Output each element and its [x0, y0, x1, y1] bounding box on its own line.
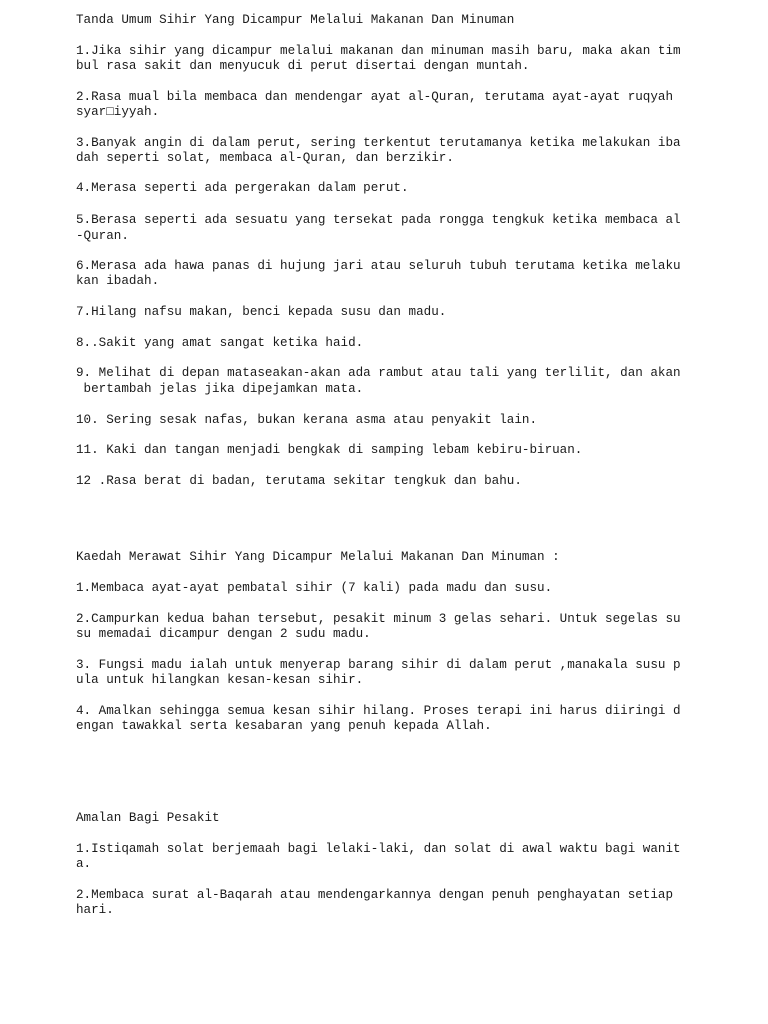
list-item-line: -Quran.: [76, 229, 129, 243]
list-item-line: a.: [76, 857, 92, 871]
list-item-line: 7.Hilang nafsu makan, benci kepada susu dan madu.: [76, 305, 447, 319]
list-item-line: 3.Banyak angin di dalam perut, sering terkentut terutamanya ketika melakukan iba: [76, 136, 681, 150]
list-item-line: 8..Sakit yang amat sangat ketika haid.: [76, 336, 364, 350]
section-heading-kaedah-merawat: Kaedah Merawat Sihir Yang Dicampur Melalui Makanan Dan Minuman :: [76, 550, 560, 564]
list-item-line: 2.Membaca surat al-Baqarah atau mendengarkannya dengan penuh penghayatan setiap: [76, 888, 674, 902]
list-item-line: kan ibadah.: [76, 274, 160, 288]
list-item-line: dah seperti solat, membaca al-Quran, dan berzikir.: [76, 151, 454, 165]
list-item-line: ula untuk hilangkan kesan-kesan sihir.: [76, 673, 364, 687]
list-item-line: 1.Jika sihir yang dicampur melalui makanan dan minuman masih baru, maka akan tim: [76, 44, 681, 58]
list-item-line: engan tawakkal serta kesabaran yang penuh kepada Allah.: [76, 719, 492, 733]
list-item-line: 1.Membaca ayat-ayat pembatal sihir (7 kali) pada madu dan susu.: [76, 581, 553, 595]
list-item-line: bul rasa sakit dan menyucuk di perut disertai dengan muntah.: [76, 59, 530, 73]
list-item-line: 5.Berasa seperti ada sesuatu yang tersekat pada rongga tengkuk ketika membaca al: [76, 213, 681, 227]
list-item-line: syar□iyyah.: [76, 105, 160, 119]
list-item-line: 10. Sering sesak nafas, bukan kerana asma atau penyakit lain.: [76, 413, 538, 427]
section-heading-amalan-bagi-pesakit: Amalan Bagi Pesakit: [76, 811, 220, 825]
list-item-line: 3. Fungsi madu ialah untuk menyerap barang sihir di dalam perut ,manakala susu p: [76, 658, 681, 672]
list-item-line: bertambah jelas jika dipejamkan mata.: [76, 382, 364, 396]
list-item-line: 12 .Rasa berat di badan, terutama sekitar tengkuk dan bahu.: [76, 474, 522, 488]
list-item-line: 2.Rasa mual bila membaca dan mendengar ayat al-Quran, terutama ayat-ayat ruqyah: [76, 90, 674, 104]
section-heading-tanda-umum: Tanda Umum Sihir Yang Dicampur Melalui Makanan Dan Minuman: [76, 13, 515, 27]
list-item-line: hari.: [76, 903, 114, 917]
list-item-line: 2.Campurkan kedua bahan tersebut, pesakit minum 3 gelas sehari. Untuk segelas su: [76, 612, 681, 626]
list-item-line: 4. Amalkan sehingga semua kesan sihir hilang. Proses terapi ini harus diiringi d: [76, 704, 681, 718]
list-item-line: su memadai dicampur dengan 2 sudu madu.: [76, 627, 371, 641]
list-item-line: 6.Merasa ada hawa panas di hujung jari atau seluruh tubuh terutama ketika melaku: [76, 259, 681, 273]
list-item-line: 9. Melihat di depan mataseakan-akan ada rambut atau tali yang terlilit, dan akan: [76, 366, 681, 380]
list-item-line: 4.Merasa seperti ada pergerakan dalam perut.: [76, 181, 409, 195]
list-item-line: 1.Istiqamah solat berjemaah bagi lelaki-laki, dan solat di awal waktu bagi wanit: [76, 842, 681, 856]
list-item-line: 11. Kaki dan tangan menjadi bengkak di samping lebam kebiru-biruan.: [76, 443, 583, 457]
